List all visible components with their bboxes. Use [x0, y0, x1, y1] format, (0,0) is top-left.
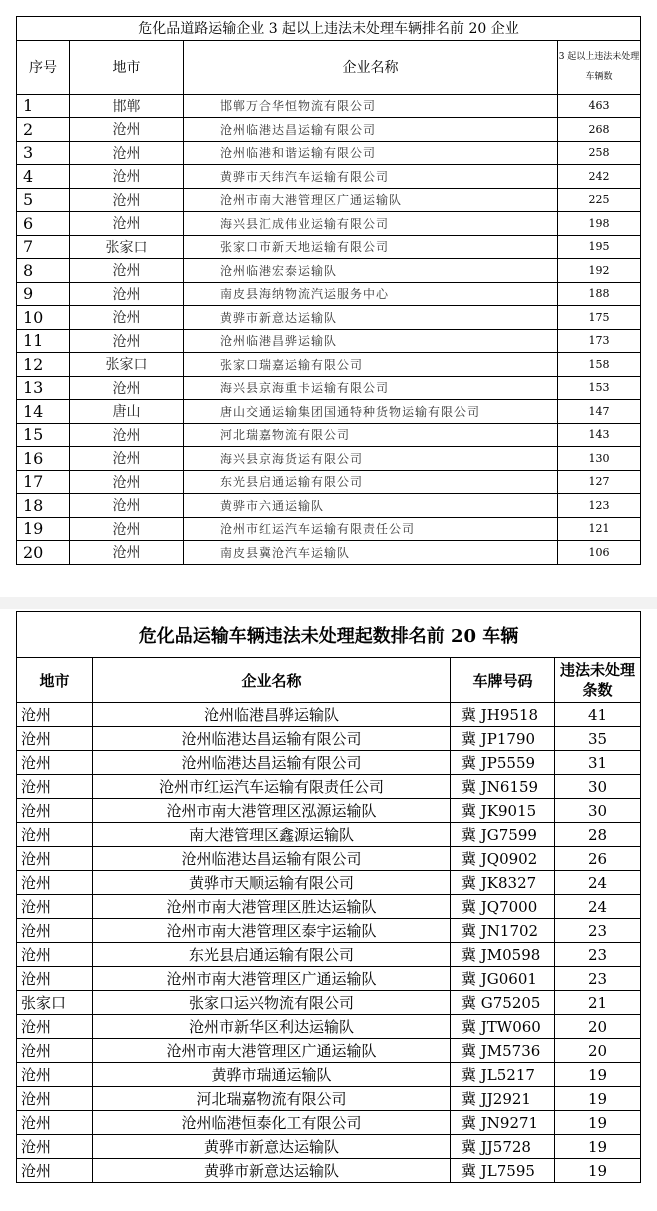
cell-city: 沧州	[17, 1087, 93, 1111]
cell-index: 1	[17, 94, 70, 118]
cell-city: 张家口	[70, 353, 184, 377]
table-row	[17, 871, 641, 895]
table-row	[17, 376, 641, 400]
cell-plate: 冀 JN6159	[451, 775, 555, 799]
cell-index: 11	[17, 329, 70, 353]
cell-plate: 冀 JH9518	[451, 703, 555, 727]
cell-company: 沧州临港达昌运输有限公司	[93, 751, 451, 775]
cell-city: 沧州	[17, 871, 93, 895]
table-row	[17, 329, 641, 353]
cell-city: 张家口	[70, 235, 184, 259]
cell-city: 沧州	[70, 541, 184, 565]
cell-violation-count: 26	[555, 847, 641, 871]
table-row	[17, 259, 641, 283]
table-row	[17, 447, 641, 471]
cell-vehicle-count: 153	[558, 376, 641, 400]
cell-company: 沧州临港达昌运输有限公司	[184, 118, 558, 142]
cell-company: 沧州临港和谐运输有限公司	[184, 141, 558, 165]
cell-company: 沧州市红运汽车运输有限责任公司	[93, 775, 451, 799]
table-title: 危化品运输车辆违法未处理起数排名前 20 车辆	[17, 612, 641, 658]
cell-city: 沧州	[70, 517, 184, 541]
cell-violation-count: 20	[555, 1039, 641, 1063]
table-row	[17, 1039, 641, 1063]
cell-city: 沧州	[17, 799, 93, 823]
cell-index: 9	[17, 282, 70, 306]
cell-vehicle-count: 121	[558, 517, 641, 541]
table-row	[17, 94, 641, 118]
header-company: 企业名称	[184, 40, 558, 94]
cell-vehicle-count: 268	[558, 118, 641, 142]
table-row	[17, 1063, 641, 1087]
cell-vehicle-count: 188	[558, 282, 641, 306]
table-row	[17, 895, 641, 919]
cell-company: 黄骅市六通运输队	[184, 494, 558, 518]
cell-plate: 冀 JQ0902	[451, 847, 555, 871]
cell-violation-count: 28	[555, 823, 641, 847]
cell-company: 沧州市红运汽车运输有限责任公司	[184, 517, 558, 541]
cell-city: 沧州	[17, 1159, 93, 1183]
table-row	[17, 1111, 641, 1135]
page-separator	[0, 597, 657, 609]
table-row	[17, 400, 641, 424]
cell-city: 沧州	[70, 470, 184, 494]
cell-city: 沧州	[17, 703, 93, 727]
cell-city: 沧州	[17, 847, 93, 871]
cell-violation-count: 19	[555, 1111, 641, 1135]
cell-city: 沧州	[17, 1063, 93, 1087]
table-row	[17, 919, 641, 943]
cell-vehicle-count: 225	[558, 188, 641, 212]
cell-plate: 冀 JG7599	[451, 823, 555, 847]
cell-plate: 冀 JG0601	[451, 967, 555, 991]
cell-company: 沧州临港达昌运输有限公司	[93, 727, 451, 751]
cell-city: 张家口	[17, 991, 93, 1015]
table-row	[17, 967, 641, 991]
enterprise-ranking-table	[16, 16, 641, 565]
cell-company: 黄骅市天纬汽车运输有限公司	[184, 165, 558, 189]
cell-vehicle-count: 198	[558, 212, 641, 236]
ranking-document-vehicles	[16, 611, 640, 1183]
table-row	[17, 943, 641, 967]
cell-index: 17	[17, 470, 70, 494]
cell-vehicle-count: 106	[558, 541, 641, 565]
cell-city: 沧州	[17, 895, 93, 919]
cell-city: 沧州	[70, 259, 184, 283]
cell-vehicle-count: 175	[558, 306, 641, 330]
cell-violation-count: 31	[555, 751, 641, 775]
cell-violation-count: 23	[555, 967, 641, 991]
cell-vehicle-count: 195	[558, 235, 641, 259]
cell-company: 黄骅市新意达运输队	[184, 306, 558, 330]
cell-violation-count: 23	[555, 943, 641, 967]
cell-company: 沧州市南大港管理区胜达运输队	[93, 895, 451, 919]
cell-index: 14	[17, 400, 70, 424]
cell-company: 河北瑞嘉物流有限公司	[93, 1087, 451, 1111]
table-row	[17, 165, 641, 189]
cell-vehicle-count: 192	[558, 259, 641, 283]
cell-company: 黄骅市新意达运输队	[93, 1159, 451, 1183]
cell-vehicle-count: 258	[558, 141, 641, 165]
cell-city: 沧州	[17, 1015, 93, 1039]
cell-company: 黄骅市新意达运输队	[93, 1135, 451, 1159]
cell-vehicle-count: 147	[558, 400, 641, 424]
table-row	[17, 282, 641, 306]
table-row	[17, 1087, 641, 1111]
cell-plate: 冀 JN1702	[451, 919, 555, 943]
cell-violation-count: 19	[555, 1159, 641, 1183]
cell-company: 沧州市南大港管理区广通运输队	[93, 1039, 451, 1063]
cell-index: 13	[17, 376, 70, 400]
cell-vehicle-count: 130	[558, 447, 641, 471]
table-row	[17, 1159, 641, 1183]
cell-company: 沧州临港达昌运输有限公司	[93, 847, 451, 871]
cell-company: 东光县启通运输有限公司	[184, 470, 558, 494]
cell-city: 沧州	[17, 1039, 93, 1063]
cell-plate: 冀 JL5217	[451, 1063, 555, 1087]
cell-index: 4	[17, 165, 70, 189]
cell-city: 邯郸	[70, 94, 184, 118]
header-company: 企业名称	[93, 658, 451, 703]
cell-violation-count: 24	[555, 895, 641, 919]
cell-city: 沧州	[17, 775, 93, 799]
table-row	[17, 799, 641, 823]
cell-plate: 冀 JTW060	[451, 1015, 555, 1039]
cell-index: 18	[17, 494, 70, 518]
cell-company: 沧州临港恒泰化工有限公司	[93, 1111, 451, 1135]
cell-index: 7	[17, 235, 70, 259]
cell-city: 沧州	[17, 727, 93, 751]
cell-violation-count: 23	[555, 919, 641, 943]
cell-company: 南皮县冀沧汽车运输队	[184, 541, 558, 565]
cell-violation-count: 19	[555, 1135, 641, 1159]
table-row	[17, 727, 641, 751]
cell-city: 沧州	[70, 212, 184, 236]
cell-city: 沧州	[70, 118, 184, 142]
cell-index: 5	[17, 188, 70, 212]
cell-index: 19	[17, 517, 70, 541]
cell-vehicle-count: 127	[558, 470, 641, 494]
cell-city: 沧州	[17, 943, 93, 967]
header-vehicle-count: 3 起以上违法未处理车辆数	[558, 40, 641, 94]
cell-city: 沧州	[17, 1111, 93, 1135]
cell-index: 2	[17, 118, 70, 142]
header-city: 地市	[17, 658, 93, 703]
cell-index: 12	[17, 353, 70, 377]
table-row	[17, 847, 641, 871]
cell-plate: 冀 JM5736	[451, 1039, 555, 1063]
ranking-document-enterprises	[16, 16, 640, 565]
cell-vehicle-count: 463	[558, 94, 641, 118]
table-row	[17, 775, 641, 799]
cell-company: 沧州临港宏泰运输队	[184, 259, 558, 283]
cell-company: 南大港管理区鑫源运输队	[93, 823, 451, 847]
cell-violation-count: 30	[555, 775, 641, 799]
table-row	[17, 423, 641, 447]
cell-city: 沧州	[70, 306, 184, 330]
cell-company: 黄骅市瑞通运输队	[93, 1063, 451, 1087]
table-row	[17, 118, 641, 142]
table-row	[17, 703, 641, 727]
cell-plate: 冀 JN9271	[451, 1111, 555, 1135]
cell-company: 南皮县海纳物流汽运服务中心	[184, 282, 558, 306]
cell-company: 张家口瑞嘉运输有限公司	[184, 353, 558, 377]
cell-index: 6	[17, 212, 70, 236]
cell-company: 张家口市新天地运输有限公司	[184, 235, 558, 259]
cell-plate: 冀 JP5559	[451, 751, 555, 775]
cell-vehicle-count: 143	[558, 423, 641, 447]
table-row	[17, 1015, 641, 1039]
table-row	[17, 991, 641, 1015]
table-row	[17, 823, 641, 847]
cell-plate: 冀 JJ5728	[451, 1135, 555, 1159]
cell-company: 张家口运兴物流有限公司	[93, 991, 451, 1015]
cell-city: 沧州	[70, 165, 184, 189]
cell-city: 唐山	[70, 400, 184, 424]
cell-index: 20	[17, 541, 70, 565]
cell-index: 3	[17, 141, 70, 165]
cell-company: 邯郸万合华恒物流有限公司	[184, 94, 558, 118]
cell-company: 沧州市南大港管理区广通运输队	[184, 188, 558, 212]
cell-plate: 冀 JL7595	[451, 1159, 555, 1183]
cell-plate: 冀 JP1790	[451, 727, 555, 751]
cell-city: 沧州	[70, 329, 184, 353]
cell-city: 沧州	[17, 967, 93, 991]
cell-plate: 冀 JM0598	[451, 943, 555, 967]
header-index: 序号	[17, 40, 70, 94]
header-plate: 车牌号码	[451, 658, 555, 703]
cell-city: 沧州	[70, 423, 184, 447]
header-city: 地市	[70, 40, 184, 94]
cell-city: 沧州	[70, 141, 184, 165]
cell-index: 8	[17, 259, 70, 283]
table-row	[17, 751, 641, 775]
cell-city: 沧州	[70, 282, 184, 306]
cell-violation-count: 35	[555, 727, 641, 751]
cell-company: 海兴县京海重卡运输有限公司	[184, 376, 558, 400]
cell-vehicle-count: 158	[558, 353, 641, 377]
cell-company: 沧州临港昌骅运输队	[93, 703, 451, 727]
cell-company: 海兴县京海货运有限公司	[184, 447, 558, 471]
table-title: 危化品道路运输企业 3 起以上违法未处理车辆排名前 20 企业	[17, 17, 641, 41]
cell-company: 沧州市新华区利达运输队	[93, 1015, 451, 1039]
cell-company: 唐山交通运输集团国通特种货物运输有限公司	[184, 400, 558, 424]
table-row	[17, 541, 641, 565]
cell-vehicle-count: 173	[558, 329, 641, 353]
cell-company: 黄骅市天顺运输有限公司	[93, 871, 451, 895]
table-row	[17, 353, 641, 377]
cell-index: 15	[17, 423, 70, 447]
cell-violation-count: 30	[555, 799, 641, 823]
cell-city: 沧州	[17, 1135, 93, 1159]
cell-city: 沧州	[17, 751, 93, 775]
cell-index: 16	[17, 447, 70, 471]
header-violation-count: 违法未处理条数	[555, 658, 641, 703]
table-row	[17, 470, 641, 494]
cell-company: 海兴县汇成伟业运输有限公司	[184, 212, 558, 236]
cell-plate: 冀 G75205	[451, 991, 555, 1015]
table-row	[17, 306, 641, 330]
cell-violation-count: 19	[555, 1063, 641, 1087]
cell-city: 沧州	[70, 494, 184, 518]
table-row	[17, 517, 641, 541]
cell-city: 沧州	[70, 376, 184, 400]
cell-vehicle-count: 123	[558, 494, 641, 518]
cell-violation-count: 41	[555, 703, 641, 727]
cell-company: 河北瑞嘉物流有限公司	[184, 423, 558, 447]
cell-company: 沧州市南大港管理区广通运输队	[93, 967, 451, 991]
cell-plate: 冀 JK8327	[451, 871, 555, 895]
table-row	[17, 1135, 641, 1159]
cell-company: 沧州市南大港管理区泓源运输队	[93, 799, 451, 823]
cell-plate: 冀 JK9015	[451, 799, 555, 823]
cell-index: 10	[17, 306, 70, 330]
cell-plate: 冀 JQ7000	[451, 895, 555, 919]
table-row	[17, 494, 641, 518]
cell-violation-count: 24	[555, 871, 641, 895]
cell-vehicle-count: 242	[558, 165, 641, 189]
table-row	[17, 212, 641, 236]
vehicle-ranking-table	[16, 611, 641, 1183]
cell-company: 东光县启通运输有限公司	[93, 943, 451, 967]
cell-company: 沧州临港昌骅运输队	[184, 329, 558, 353]
cell-plate: 冀 JJ2921	[451, 1087, 555, 1111]
table-row	[17, 188, 641, 212]
cell-violation-count: 19	[555, 1087, 641, 1111]
cell-city: 沧州	[17, 823, 93, 847]
cell-city: 沧州	[70, 188, 184, 212]
cell-city: 沧州	[17, 919, 93, 943]
cell-violation-count: 20	[555, 1015, 641, 1039]
table-row	[17, 141, 641, 165]
table-row	[17, 235, 641, 259]
cell-violation-count: 21	[555, 991, 641, 1015]
cell-city: 沧州	[70, 447, 184, 471]
cell-company: 沧州市南大港管理区泰宇运输队	[93, 919, 451, 943]
